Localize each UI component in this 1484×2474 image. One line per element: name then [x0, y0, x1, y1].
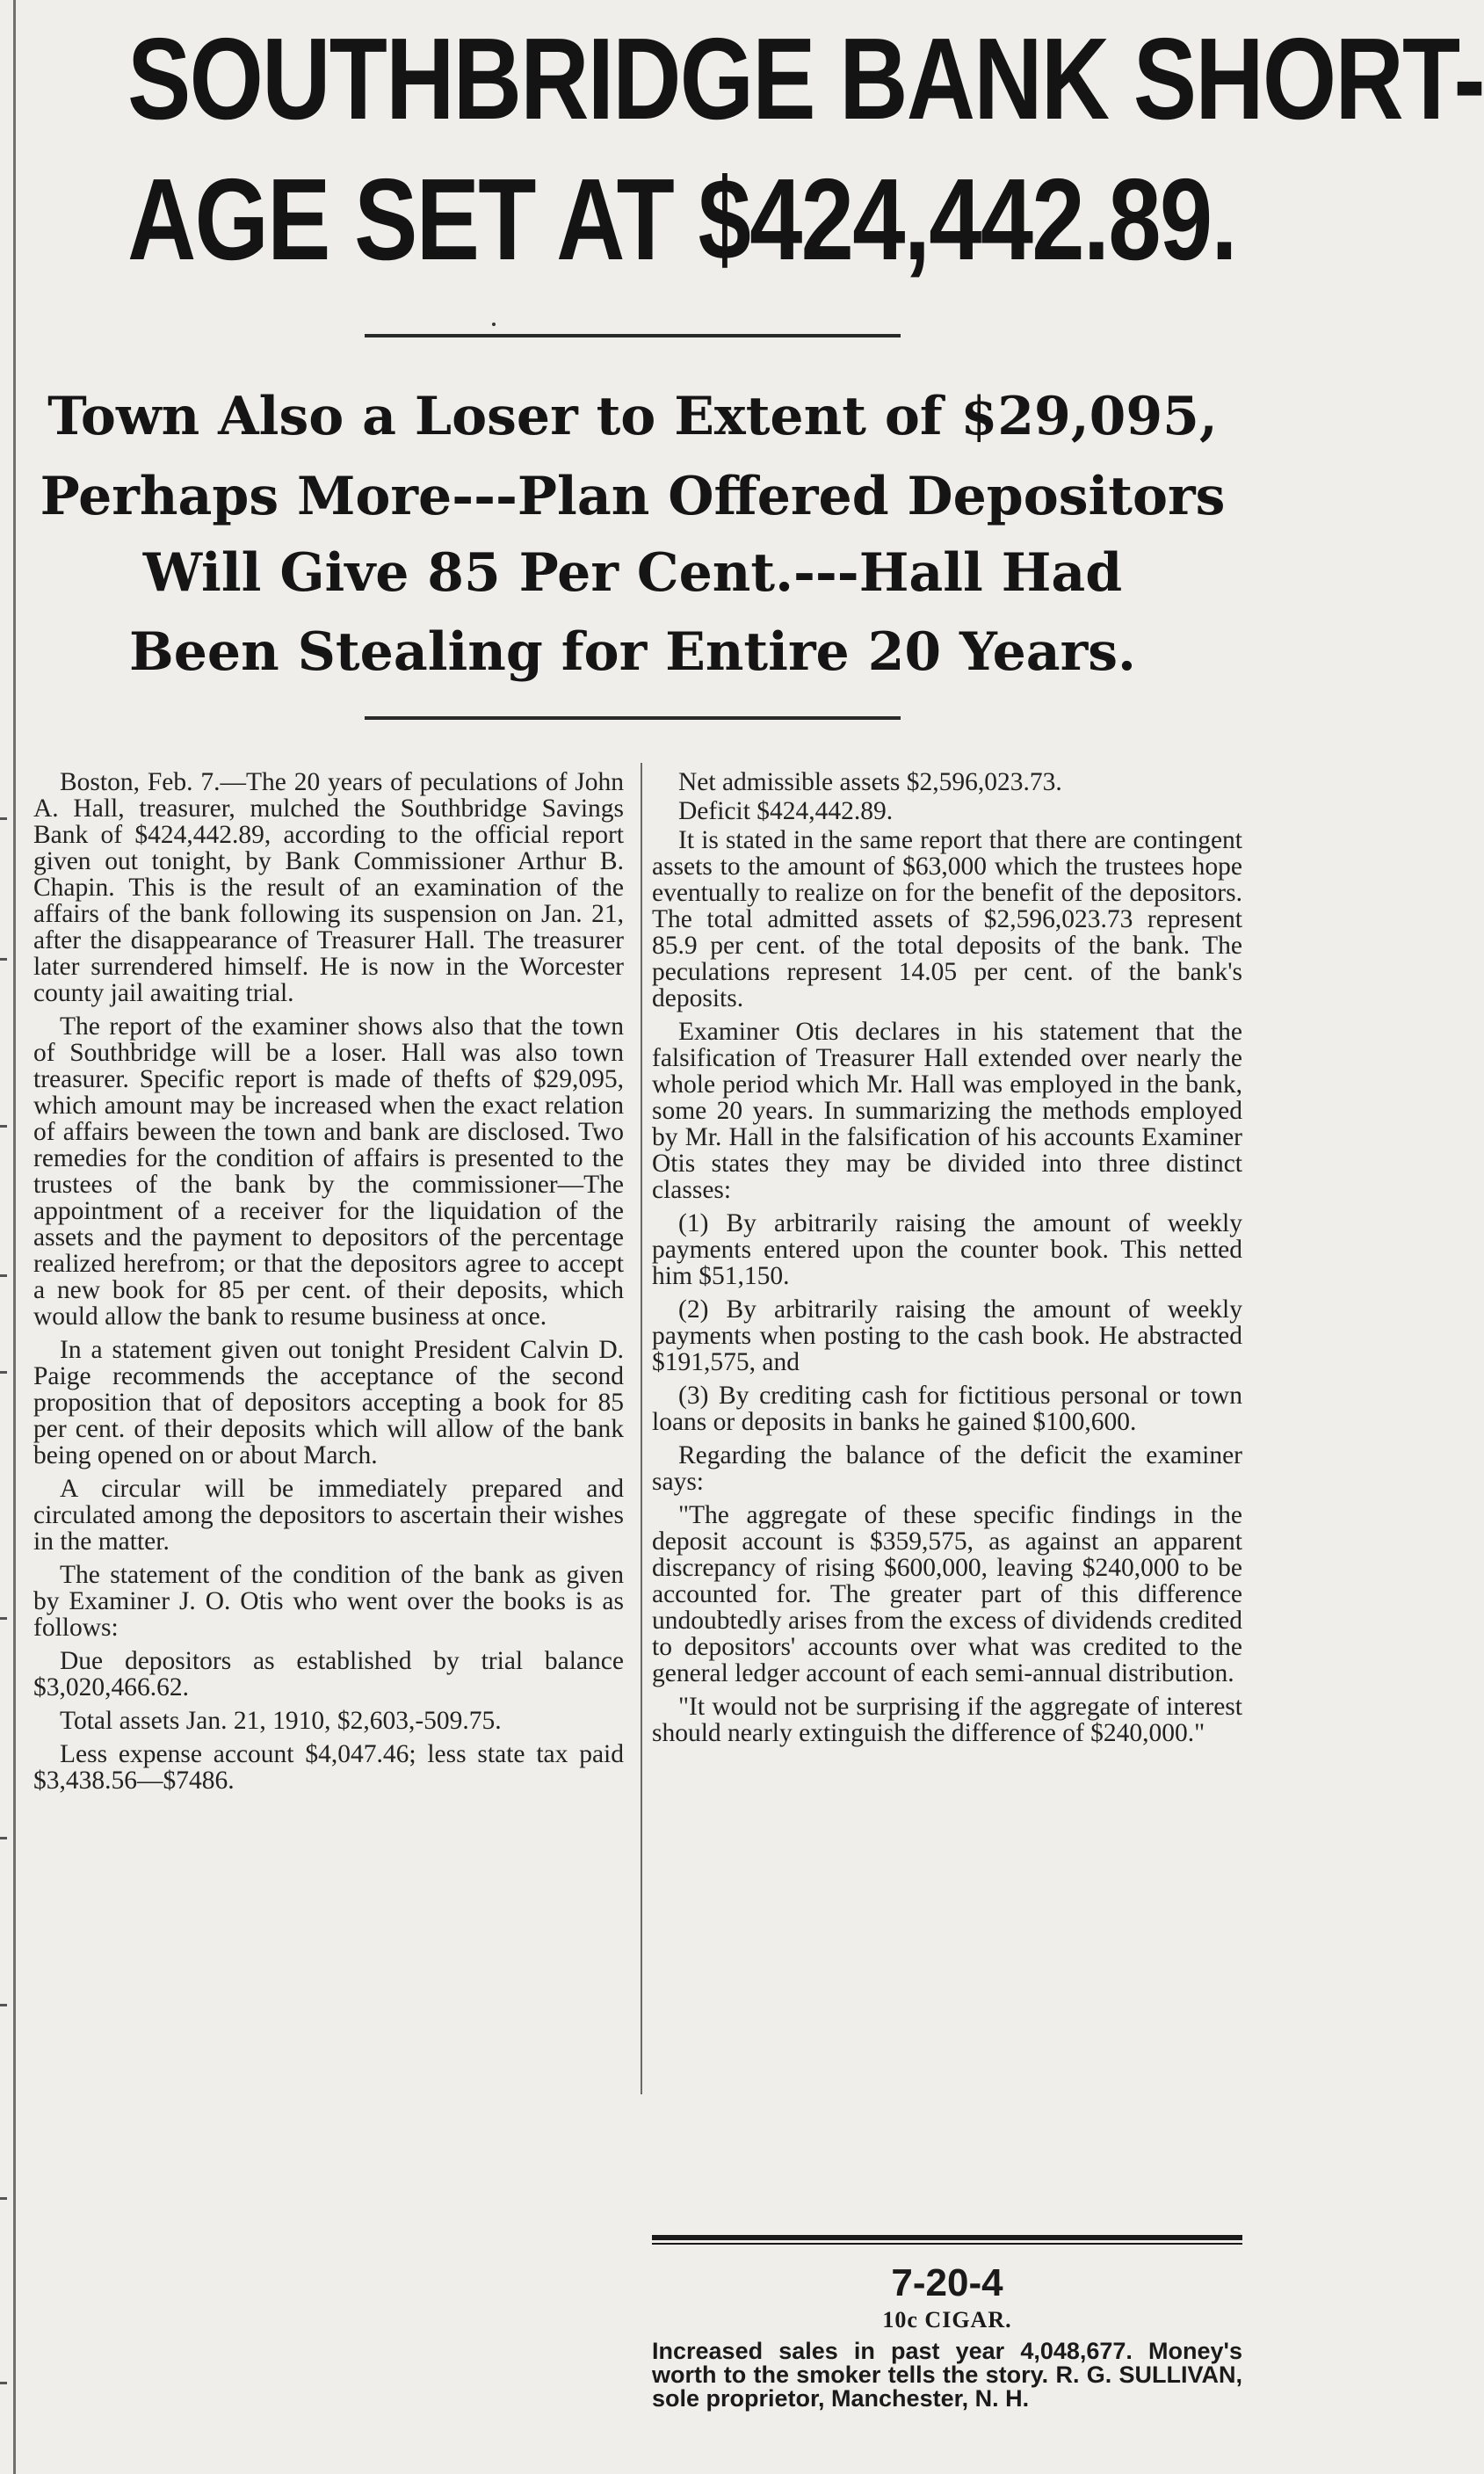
article-paragraph: "It would not be surprising if the aggregate of interest should nearly extinguish the difference of $240,000." — [652, 1693, 1242, 1747]
article-paragraph: Boston, Feb. 7.—The 20 years of peculations of John A. Hall, treasurer, mulched the Southbridge Savings Bank of $424,442.89, according to the official report given out tonight, by Bank Commissioner Arthur B. Chapin. This is the result of an examination of the affairs of the bank following its suspension on Jan. 21, after the disappearance of Treasurer Hall. The treasurer later surrendered himself. He is now in the Worcester county jail awaiting trial. — [33, 768, 624, 1007]
article-paragraph: Net admissible assets $2,596,023.73. — [678, 768, 1062, 796]
print-speck — [492, 323, 496, 326]
cigar-advertisement — [652, 2260, 1242, 2411]
article-paragraph: Total assets Jan. 21, 1910, $2,603,-509.75. — [60, 1707, 502, 1735]
ad-subtitle: 10c CIGAR. — [882, 2307, 1012, 2333]
article-paragraph: Examiner Otis declares in his statement that the falsification of Treasurer Hall extended over nearly the whole period which Mr. Hall was employed in the bank, some 20 years. In summarizing the methods employed by Mr. Hall in the falsification of his accounts Examiner Otis states they may be divided into three distinct classes: — [652, 1018, 1242, 1204]
article-paragraph: In a statement given out tonight President Calvin D. Paige recommends the acceptance of the second proposition that of depositors accepting a book for 85 per cent. of their deposits which will allow of the bank being opened on or about March. — [33, 1336, 624, 1469]
article-paragraph: (1) By arbitrarily raising the amount of weekly payments entered upon the counter book. This netted him $51,150. — [652, 1209, 1242, 1290]
subheadline-divider — [365, 716, 901, 720]
subheadline-line-3: Will Give 85 Per Cent.---Hall Had — [142, 542, 1123, 604]
ad-divider-thin — [652, 2243, 1242, 2245]
column-border-left — [13, 0, 16, 2474]
headline-divider — [365, 334, 901, 337]
article-paragraph: Less expense account $4,047.46; less state tax paid $3,438.56—$7486. — [33, 1740, 624, 1795]
article-paragraph: The report of the examiner shows also that the town of Southbridge will be a loser. Hall was also town treasurer. Specific report is made of thefts of $29,095, which amount may be increased when the exact relation of affairs beween the town and bank are disclosed. Two remedies for the condition of affairs is presented to the trustees of the bank by the commissioner—The appointment of a receiver for the liquidation of the assets and the payment to depositors of the percentage realized herefrom; or that the depositors agree to accept a new book for 85 per cent. of their deposits, which would allow the bank to resume business at once. — [33, 1012, 624, 1331]
subheadline-line-1: Town Also a Loser to Extent of $29,095, — [47, 386, 1218, 447]
article-paragraph: A circular will be immediately prepared and circulated among the depositors to ascertain their wishes in the matter. — [33, 1475, 624, 1556]
column-divider — [641, 763, 642, 2094]
article-paragraph: (2) By arbitrarily raising the amount of weekly payments when posting to the cash book. He abstracted $191,575, and — [652, 1295, 1242, 1376]
article-paragraph: Due depositors as established by trial balance $3,020,466.62. — [33, 1647, 624, 1701]
article-column-left — [33, 769, 624, 1801]
article-paragraph: Regarding the balance of the deficit the examiner says: — [652, 1441, 1242, 1496]
article-paragraph: The statement of the condition of the bank as given by Examiner J. O. Otis who went over the books is as follows: — [33, 1561, 624, 1642]
subheadline-line-4: Been Stealing for Entire 20 Years. — [129, 621, 1136, 683]
article-paragraph: "The aggregate of these specific findings in the deposit account is $359,575, as against an apparent discrepancy of rising $600,000, leaving $240,000 to be accounted for. The greater part of this difference undoubtedly arises from the excess of dividends credited to depositors' accounts over what was credited to the general ledger account of each semi-annual distribution. — [652, 1501, 1242, 1687]
left-margin-marks — [0, 756, 9, 2426]
article-paragraph: (3) By crediting cash for fictitious personal or town loans or deposits in banks he gained $100,600. — [652, 1382, 1242, 1436]
ad-divider-thick — [652, 2235, 1242, 2240]
subheadline-line-2: Perhaps More---Plan Offered Depositors — [40, 466, 1226, 527]
article-paragraph: It is stated in the same report that there are contingent assets to the amount of $63,000 which the trustees hope eventually to realize on for the benefit of the depositors. The total admitted assets of $2,596,023.73 represent 85.9 per cent. of the total deposits of the bank. The peculations represent 14.05 per cent. of the bank's deposits. — [652, 826, 1242, 1012]
article-column-right — [652, 769, 1242, 1753]
ad-title: 7-20-4 — [891, 2261, 1003, 2304]
headline-line-1: SOUTHBRIDGE BANK SHORT- — [127, 14, 1484, 143]
headline-line-2: AGE SET AT $424,442.89. — [127, 155, 1236, 284]
ad-text: Increased sales in past year 4,048,677. Money's worth to the smoker tells the story. R. G. SULLIVAN, sole proprietor, Manchester, N. H. — [652, 2338, 1242, 2412]
article-paragraph: Deficit $424,442.89. — [678, 797, 894, 825]
